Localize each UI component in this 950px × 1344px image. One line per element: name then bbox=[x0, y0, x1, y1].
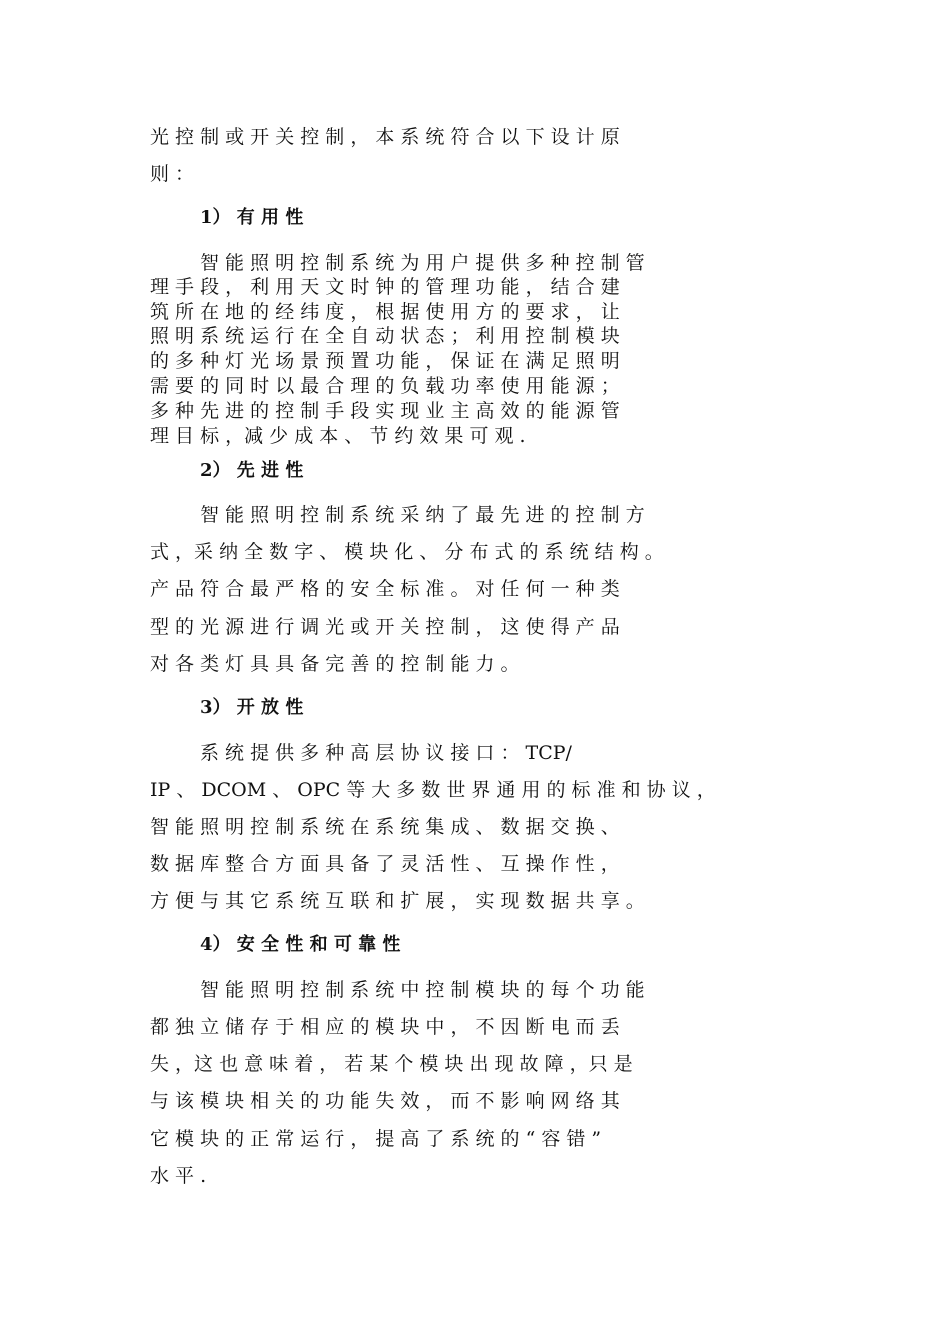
paragraph-line: 筑 所 在 地 的 经 纬 度 ， 根 据 使 用 方 的 要 求 ， 让 bbox=[150, 301, 620, 323]
paragraph-line: 的 多 种 灯 光 场 景 预 置 功 能 ， 保 证 在 满 足 照 明 bbox=[150, 350, 620, 372]
paragraph-line: 智 能 照 明 控 制 系 统 采 纳 了 最 先 进 的 控 制 方 bbox=[200, 504, 645, 526]
intro-line: 则 ： bbox=[150, 163, 195, 185]
paragraph-line: IP 、 DCOM 、 OPC 等 大 多 数 世 界 通 用 的 标 准 和 协 议 ， bbox=[150, 779, 716, 801]
paragraph-line: 式 ，采 纳 全 数 字 、 模 块 化 、 分 布 式 的 系 统 结 构 。 bbox=[150, 541, 664, 563]
paragraph-line: 理 手 段 ， 利 用 天 文 时 钟 的 管 理 功 能 ， 结 合 建 bbox=[150, 276, 620, 298]
paragraph-line: 多 种 先 进 的 控 制 手 段 实 现 业 主 高 效 的 能 源 管 bbox=[150, 400, 620, 422]
paragraph-line: 失 ，这 也 意 味 着 ， 若 某 个 模 块 出 现 故 障 ，只 是 bbox=[150, 1053, 633, 1075]
section-heading: 1） 有 用 性 bbox=[200, 207, 304, 228]
paragraph-line: 与 该 模 块 相 关 的 功 能 失 效 ， 而 不 影 响 网 络 其 bbox=[150, 1090, 620, 1112]
section-heading: 3） 开 放 性 bbox=[200, 697, 304, 718]
paragraph-line: 智 能 照 明 控 制 系 统 在 系 统 集 成 、 数 据 交 换 、 bbox=[150, 816, 620, 838]
paragraph-line: 照 明 系 统 运 行 在 全 自 动 状 态 ； 利 用 控 制 模 块 bbox=[150, 325, 620, 347]
paragraph-line: 方 便 与 其 它 系 统 互 联 和 扩 展 ， 实 现 数 据 共 享 。 bbox=[150, 890, 645, 912]
paragraph-line: 智 能 照 明 控 制 系 统 中 控 制 模 块 的 每 个 功 能 bbox=[200, 979, 645, 1001]
paragraph-line: 它 模 块 的 正 常 运 行 ， 提 高 了 系 统 的 “ 容 错 ” bbox=[150, 1128, 602, 1150]
section-heading: 4） 安 全 性 和 可 靠 性 bbox=[200, 934, 401, 955]
intro-line: 光 控 制 或 开 关 控 制 ， 本 系 统 符 合 以 下 设 计 原 bbox=[150, 126, 620, 148]
paragraph-line: 都 独 立 储 存 于 相 应 的 模 块 中 ， 不 因 断 电 而 丢 bbox=[150, 1016, 620, 1038]
paragraph-line: 需 要 的 同 时 以 最 合 理 的 负 载 功 率 使 用 能 源 ； bbox=[150, 375, 620, 397]
paragraph-line: 理 目 标 ，减 少 成 本 、 节 约 效 果 可 观 . bbox=[150, 425, 526, 447]
paragraph-line: 系 统 提 供 多 种 高 层 协 议 接 口 ： TCP/ bbox=[200, 742, 572, 764]
paragraph-line: 水 平 . bbox=[150, 1165, 207, 1187]
paragraph-line: 智 能 照 明 控 制 系 统 为 用 户 提 供 多 种 控 制 管 bbox=[200, 252, 645, 274]
paragraph-line: 产 品 符 合 最 严 格 的 安 全 标 准 。 对 任 何 一 种 类 bbox=[150, 578, 620, 600]
paragraph-line: 型 的 光 源 进 行 调 光 或 开 关 控 制 ， 这 使 得 产 品 bbox=[150, 616, 620, 638]
section-heading: 2） 先 进 性 bbox=[200, 460, 304, 481]
paragraph-line: 对 各 类 灯 具 具 备 完 善 的 控 制 能 力 。 bbox=[150, 653, 520, 675]
paragraph-line: 数 据 库 整 合 方 面 具 备 了 灵 活 性 、 互 操 作 性 ， bbox=[150, 853, 620, 875]
